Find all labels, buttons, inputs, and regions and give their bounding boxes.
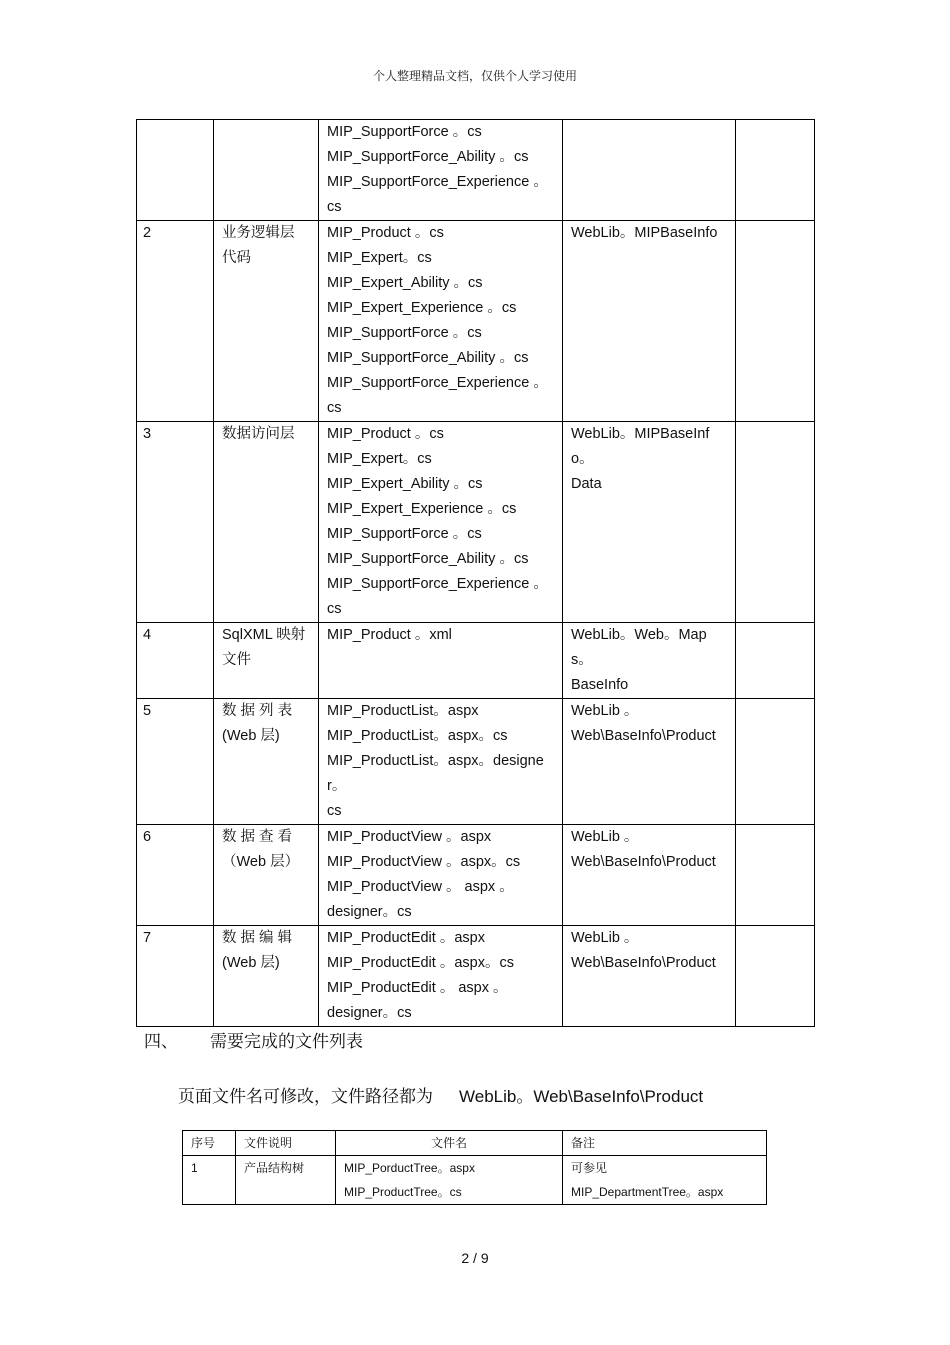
row-number: 4 bbox=[137, 623, 214, 699]
path-line: BaseInfo bbox=[571, 677, 629, 693]
table-row bbox=[137, 623, 815, 699]
row-number: 2 bbox=[137, 221, 214, 422]
description-line: 数 据 列 表 bbox=[222, 703, 293, 719]
file-names bbox=[319, 926, 563, 1027]
path-line: Web\BaseInfo\Product bbox=[571, 955, 716, 971]
description-line: SqlXML 映射 bbox=[222, 627, 306, 643]
file-name-line: MIP_PorductTree。aspx bbox=[344, 1161, 475, 1175]
row-number: 3 bbox=[137, 422, 214, 623]
table-row bbox=[137, 825, 815, 926]
file-path bbox=[563, 623, 736, 699]
row-note bbox=[736, 120, 815, 221]
row-note bbox=[736, 422, 815, 623]
required-files-table-body bbox=[183, 1156, 767, 1205]
file-name-line: MIP_SupportForce_Ability 。cs bbox=[327, 551, 529, 567]
description-line: 业务逻辑层 bbox=[222, 225, 295, 241]
header-filename: 文件名 bbox=[336, 1131, 563, 1156]
path-note-path: WebLib。Web\BaseInfo\Product bbox=[459, 1087, 704, 1106]
row-number: 7 bbox=[137, 926, 214, 1027]
file-name-line: MIP_SupportForce_Ability 。cs bbox=[327, 149, 529, 165]
path-line: WebLib 。 bbox=[571, 829, 639, 845]
file-name-line: MIP_ProductList。aspx bbox=[327, 703, 479, 719]
file-name-line: MIP_Product 。cs bbox=[327, 225, 444, 241]
file-path bbox=[563, 422, 736, 623]
file-description: 产品结构树 bbox=[236, 1156, 336, 1205]
file-name-line: MIP_SupportForce 。cs bbox=[327, 124, 482, 140]
required-files-header-row bbox=[183, 1131, 767, 1156]
file-path bbox=[563, 926, 736, 1027]
component-description bbox=[214, 926, 319, 1027]
section-number: 四、 bbox=[144, 1032, 178, 1052]
path-line: WebLib 。 bbox=[571, 703, 639, 719]
note-line: 可参见 bbox=[571, 1161, 608, 1175]
row-note bbox=[736, 623, 815, 699]
file-names bbox=[319, 623, 563, 699]
description-line: 数据访问层 bbox=[222, 426, 295, 442]
description-line: 代码 bbox=[222, 250, 251, 266]
table-row bbox=[137, 422, 815, 623]
description-line: 数 据 查 看 bbox=[222, 829, 293, 845]
row-note bbox=[563, 1156, 767, 1205]
path-line: WebLib。Web。Maps。 bbox=[571, 627, 707, 668]
file-name-line: MIP_Expert_Ability 。cs bbox=[327, 476, 483, 492]
file-name-line: MIP_SupportForce_Ability 。cs bbox=[327, 350, 529, 366]
component-description bbox=[214, 825, 319, 926]
path-note-text: 页面文件名可修改，文件路径都为 bbox=[178, 1087, 433, 1107]
file-name-line: MIP_Expert。cs bbox=[327, 250, 432, 266]
file-name-line: MIP_ProductView 。aspx。cs bbox=[327, 854, 521, 870]
table-row bbox=[137, 926, 815, 1027]
file-name-line: cs bbox=[327, 400, 342, 416]
row-note bbox=[736, 825, 815, 926]
path-note bbox=[178, 1082, 703, 1107]
file-name-line: MIP_Expert_Experience 。cs bbox=[327, 501, 517, 517]
file-name-line: cs bbox=[327, 803, 342, 819]
file-name-line: MIP_SupportForce 。cs bbox=[327, 325, 482, 341]
file-names bbox=[319, 221, 563, 422]
file-names bbox=[336, 1156, 563, 1205]
file-name-line: MIP_SupportForce_Experience 。 bbox=[327, 174, 548, 190]
component-description bbox=[214, 699, 319, 825]
file-name-line: MIP_ProductView 。 aspx 。 bbox=[327, 879, 514, 895]
file-names bbox=[319, 699, 563, 825]
row-number: 1 bbox=[183, 1156, 236, 1205]
component-description bbox=[214, 422, 319, 623]
header-index: 序号 bbox=[183, 1131, 236, 1156]
file-name-line: MIP_ProductList。aspx。designer。 bbox=[327, 753, 544, 794]
path-line: WebLib。MIPBaseInfo bbox=[571, 225, 718, 241]
component-description bbox=[214, 120, 319, 221]
description-line: 数 据 编 辑 bbox=[222, 930, 293, 946]
row-number bbox=[137, 120, 214, 221]
file-path bbox=[563, 825, 736, 926]
file-name-line: MIP_Expert_Ability 。cs bbox=[327, 275, 483, 291]
file-name-line: designer。cs bbox=[327, 1005, 412, 1021]
description-line: (Web 层) bbox=[222, 955, 280, 971]
description-line: （Web 层） bbox=[222, 854, 300, 870]
table-row bbox=[183, 1156, 767, 1205]
component-description bbox=[214, 623, 319, 699]
section-heading bbox=[144, 1027, 363, 1052]
file-name-line: cs bbox=[327, 199, 342, 215]
code-files-table bbox=[136, 119, 815, 1027]
path-line: Data bbox=[571, 476, 602, 492]
file-name-line: MIP_SupportForce 。cs bbox=[327, 526, 482, 542]
file-name-line: MIP_Product 。xml bbox=[327, 627, 452, 643]
file-name-line: MIP_Product 。cs bbox=[327, 426, 444, 442]
file-name-line: MIP_ProductView 。aspx bbox=[327, 829, 492, 845]
file-names bbox=[319, 825, 563, 926]
row-note bbox=[736, 221, 815, 422]
header-note: 备注 bbox=[563, 1131, 767, 1156]
path-line: Web\BaseInfo\Product bbox=[571, 728, 716, 744]
file-name-line: MIP_SupportForce_Experience 。 bbox=[327, 576, 548, 592]
file-path bbox=[563, 221, 736, 422]
file-name-line: MIP_ProductList。aspx。cs bbox=[327, 728, 508, 744]
file-path bbox=[563, 699, 736, 825]
description-line: (Web 层) bbox=[222, 728, 280, 744]
file-path bbox=[563, 120, 736, 221]
section-title: 需要完成的文件列表 bbox=[210, 1032, 363, 1052]
file-name-line: MIP_ProductEdit 。 aspx 。 bbox=[327, 980, 508, 996]
header-description: 文件说明 bbox=[236, 1131, 336, 1156]
file-names bbox=[319, 120, 563, 221]
path-line: Web\BaseInfo\Product bbox=[571, 854, 716, 870]
path-line: WebLib 。 bbox=[571, 930, 639, 946]
required-files-table bbox=[182, 1130, 767, 1205]
file-names bbox=[319, 422, 563, 623]
file-name-line: MIP_ProductEdit 。aspx。cs bbox=[327, 955, 514, 971]
page-number: 2 / 9 bbox=[461, 1250, 489, 1266]
file-name-line: MIP_SupportForce_Experience 。 bbox=[327, 375, 548, 391]
page-header: 个人整理精品文档，仅供个人学习使用 bbox=[372, 69, 577, 83]
code-files-table-body bbox=[137, 120, 815, 1027]
note-line: MIP_DepartmentTree。aspx bbox=[571, 1185, 724, 1199]
row-number: 5 bbox=[137, 699, 214, 825]
table-row bbox=[137, 120, 815, 221]
file-name-line: MIP_Expert。cs bbox=[327, 451, 432, 467]
path-line: WebLib。MIPBaseInfo。 bbox=[571, 426, 710, 467]
row-note bbox=[736, 926, 815, 1027]
table-row bbox=[137, 221, 815, 422]
file-name-line: MIP_Expert_Experience 。cs bbox=[327, 300, 517, 316]
file-name-line: cs bbox=[327, 601, 342, 617]
row-note bbox=[736, 699, 815, 825]
table-row bbox=[137, 699, 815, 825]
file-name-line: MIP_ProductTree。cs bbox=[344, 1185, 462, 1199]
file-name-line: MIP_ProductEdit 。aspx bbox=[327, 930, 485, 946]
file-name-line: designer。cs bbox=[327, 904, 412, 920]
row-number: 6 bbox=[137, 825, 214, 926]
description-line: 文件 bbox=[222, 652, 251, 668]
component-description bbox=[214, 221, 319, 422]
